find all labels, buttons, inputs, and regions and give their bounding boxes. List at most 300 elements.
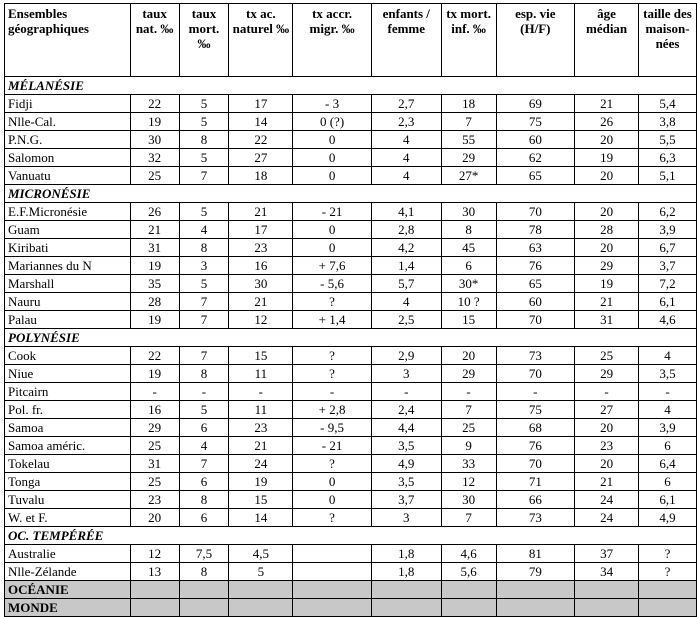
territory-name-cell: Samoa: [5, 419, 131, 437]
empty-cell: [229, 581, 293, 599]
table-row: [5, 221, 697, 239]
territory-name-cell: Australie: [5, 545, 131, 563]
section-title: MICRONÉSIE: [5, 185, 697, 203]
value-cell: 20: [575, 419, 639, 437]
value-cell: ?: [293, 293, 372, 311]
value-cell: 12: [229, 311, 293, 329]
section-header-row: [5, 77, 697, 95]
value-cell: 25: [130, 473, 179, 491]
value-cell: 21: [229, 203, 293, 221]
value-cell: 0 (?): [293, 113, 372, 131]
value-cell: 7: [179, 167, 229, 185]
value-cell: + 1,4: [293, 311, 372, 329]
table-row: [5, 383, 697, 401]
value-cell: 27*: [441, 167, 496, 185]
value-cell: 21: [130, 221, 179, 239]
value-cell: - 21: [293, 437, 372, 455]
section-header-row: [5, 185, 697, 203]
value-cell: 7: [179, 455, 229, 473]
value-cell: 25: [575, 347, 639, 365]
value-cell: ?: [293, 455, 372, 473]
value-cell: 6,4: [639, 455, 697, 473]
value-cell: 4,9: [639, 509, 697, 527]
value-cell: 18: [229, 167, 293, 185]
value-cell: 79: [496, 563, 575, 581]
value-cell: 6: [179, 419, 229, 437]
value-cell: 3,5: [639, 365, 697, 383]
column-header: âge médian: [575, 4, 639, 77]
value-cell: 29: [441, 365, 496, 383]
value-cell: 27: [229, 149, 293, 167]
value-cell: 21: [575, 473, 639, 491]
value-cell: 20: [575, 455, 639, 473]
value-cell: 2,5: [371, 311, 441, 329]
value-cell: 19: [229, 473, 293, 491]
empty-cell: [639, 581, 697, 599]
value-cell: 21: [229, 437, 293, 455]
value-cell: 3,9: [639, 419, 697, 437]
value-cell: 70: [496, 311, 575, 329]
value-cell: 65: [496, 167, 575, 185]
value-cell: -: [496, 383, 575, 401]
demographics-table: [4, 3, 697, 617]
territory-name-cell: Nlle-Cal.: [5, 113, 131, 131]
table-body: [5, 77, 697, 617]
table-row: [5, 257, 697, 275]
table-row: [5, 95, 697, 113]
value-cell: 4: [371, 167, 441, 185]
value-cell: 7: [179, 311, 229, 329]
value-cell: 30: [441, 491, 496, 509]
table-row: [5, 473, 697, 491]
value-cell: -: [293, 383, 372, 401]
value-cell: 0: [293, 221, 372, 239]
value-cell: 9: [441, 437, 496, 455]
value-cell: 31: [575, 311, 639, 329]
empty-cell: [441, 599, 496, 617]
value-cell: 20: [575, 203, 639, 221]
empty-cell: [441, 581, 496, 599]
empty-cell: [179, 599, 229, 617]
value-cell: 2,3: [371, 113, 441, 131]
section-title: OC. TEMPÉRÉE: [5, 527, 697, 545]
value-cell: 16: [130, 401, 179, 419]
value-cell: 4,2: [371, 239, 441, 257]
value-cell: 8: [441, 221, 496, 239]
value-cell: 70: [496, 203, 575, 221]
value-cell: 4: [639, 347, 697, 365]
value-cell: - 9,5: [293, 419, 372, 437]
column-header: enfants / femme: [371, 4, 441, 77]
value-cell: 26: [130, 203, 179, 221]
value-cell: ?: [639, 563, 697, 581]
value-cell: 4,1: [371, 203, 441, 221]
value-cell: 1,8: [371, 563, 441, 581]
value-cell: -: [441, 383, 496, 401]
territory-name-cell: Kiribati: [5, 239, 131, 257]
value-cell: 68: [496, 419, 575, 437]
value-cell: 60: [496, 131, 575, 149]
value-cell: 2,9: [371, 347, 441, 365]
value-cell: 7: [441, 113, 496, 131]
value-cell: 11: [229, 401, 293, 419]
value-cell: + 7,6: [293, 257, 372, 275]
value-cell: -: [179, 383, 229, 401]
empty-cell: [639, 599, 697, 617]
table-row: [5, 167, 697, 185]
territory-name-cell: Salomon: [5, 149, 131, 167]
value-cell: 19: [130, 257, 179, 275]
value-cell: -: [639, 383, 697, 401]
value-cell: 71: [496, 473, 575, 491]
territory-name-cell: Nauru: [5, 293, 131, 311]
value-cell: 23: [130, 491, 179, 509]
value-cell: 3,5: [371, 473, 441, 491]
value-cell: 0: [293, 239, 372, 257]
value-cell: 29: [130, 419, 179, 437]
value-cell: 20: [575, 239, 639, 257]
value-cell: 6,7: [639, 239, 697, 257]
value-cell: 21: [575, 95, 639, 113]
column-header: tx accr. migr. ‰: [293, 4, 372, 77]
territory-name-cell: Niue: [5, 365, 131, 383]
value-cell: 5: [179, 149, 229, 167]
value-cell: 4: [179, 437, 229, 455]
value-cell: 21: [575, 293, 639, 311]
value-cell: 33: [441, 455, 496, 473]
value-cell: 31: [130, 239, 179, 257]
territory-name-cell: W. et F.: [5, 509, 131, 527]
value-cell: 0: [293, 149, 372, 167]
value-cell: 7: [179, 347, 229, 365]
value-cell: 2,7: [371, 95, 441, 113]
column-header: taille des maison-nées: [639, 4, 697, 77]
value-cell: 60: [496, 293, 575, 311]
value-cell: 8: [179, 239, 229, 257]
value-cell: 29: [441, 149, 496, 167]
value-cell: 5,1: [639, 167, 697, 185]
value-cell: 32: [130, 149, 179, 167]
empty-cell: [371, 599, 441, 617]
value-cell: 6: [179, 473, 229, 491]
value-cell: 24: [229, 455, 293, 473]
value-cell: 7,2: [639, 275, 697, 293]
value-cell: 8: [179, 365, 229, 383]
value-cell: 18: [441, 95, 496, 113]
value-cell: 7: [441, 401, 496, 419]
value-cell: 13: [130, 563, 179, 581]
value-cell: 19: [575, 149, 639, 167]
column-header: tx ac. naturel ‰: [229, 4, 293, 77]
value-cell: 65: [496, 275, 575, 293]
value-cell: 17: [229, 95, 293, 113]
value-cell: 0: [293, 167, 372, 185]
value-cell: 0: [293, 491, 372, 509]
value-cell: 27: [575, 401, 639, 419]
value-cell: 20: [575, 131, 639, 149]
table-row: [5, 113, 697, 131]
value-cell: 4,4: [371, 419, 441, 437]
value-cell: 23: [229, 419, 293, 437]
value-cell: 28: [130, 293, 179, 311]
value-cell: 70: [496, 455, 575, 473]
value-cell: 29: [575, 365, 639, 383]
value-cell: 66: [496, 491, 575, 509]
value-cell: 78: [496, 221, 575, 239]
territory-name-cell: Tuvalu: [5, 491, 131, 509]
column-header: esp. vie (H/F): [496, 4, 575, 77]
value-cell: 19: [575, 275, 639, 293]
territory-name-cell: Samoa améric.: [5, 437, 131, 455]
table-row: [5, 491, 697, 509]
value-cell: 12: [130, 545, 179, 563]
table-row: [5, 149, 697, 167]
value-cell: 6,1: [639, 293, 697, 311]
table-row: [5, 545, 697, 563]
summary-row: [5, 599, 697, 617]
value-cell: + 2,8: [293, 401, 372, 419]
value-cell: - 3: [293, 95, 372, 113]
territory-name-cell: Fidji: [5, 95, 131, 113]
value-cell: ?: [639, 545, 697, 563]
value-cell: 2,8: [371, 221, 441, 239]
section-title: MÉLANÉSIE: [5, 77, 697, 95]
value-cell: 8: [179, 491, 229, 509]
value-cell: 7,5: [179, 545, 229, 563]
value-cell: 6,3: [639, 149, 697, 167]
value-cell: 3,9: [639, 221, 697, 239]
empty-cell: [293, 599, 372, 617]
value-cell: 73: [496, 347, 575, 365]
value-cell: 20: [130, 509, 179, 527]
value-cell: 63: [496, 239, 575, 257]
value-cell: 6: [179, 509, 229, 527]
value-cell: 6: [639, 437, 697, 455]
value-cell: 5,6: [441, 563, 496, 581]
value-cell: 22: [130, 347, 179, 365]
table-row: [5, 509, 697, 527]
value-cell: 11: [229, 365, 293, 383]
value-cell: 25: [441, 419, 496, 437]
value-cell: ?: [293, 347, 372, 365]
value-cell: 5,4: [639, 95, 697, 113]
value-cell: 4,9: [371, 455, 441, 473]
empty-cell: [179, 581, 229, 599]
territory-name-cell: Palau: [5, 311, 131, 329]
territory-name-cell: Cook: [5, 347, 131, 365]
summary-row: [5, 581, 697, 599]
empty-cell: [575, 581, 639, 599]
value-cell: 3: [179, 257, 229, 275]
value-cell: 4: [371, 293, 441, 311]
territory-name-cell: Tokelau: [5, 455, 131, 473]
value-cell: 4,6: [441, 545, 496, 563]
value-cell: 70: [496, 365, 575, 383]
territory-name-cell: P.N.G.: [5, 131, 131, 149]
territory-name-cell: Marshall: [5, 275, 131, 293]
section-title: POLYNÉSIE: [5, 329, 697, 347]
value-cell: 17: [229, 221, 293, 239]
territory-name-cell: Mariannes du N: [5, 257, 131, 275]
value-cell: 5: [179, 401, 229, 419]
value-cell: 3: [371, 365, 441, 383]
value-cell: 4,6: [639, 311, 697, 329]
value-cell: 75: [496, 113, 575, 131]
value-cell: 20: [441, 347, 496, 365]
value-cell: -: [575, 383, 639, 401]
value-cell: 3,5: [371, 437, 441, 455]
value-cell: 8: [179, 563, 229, 581]
table-row: [5, 203, 697, 221]
value-cell: 25: [130, 167, 179, 185]
empty-cell: [496, 599, 575, 617]
value-cell: 35: [130, 275, 179, 293]
section-header-row: [5, 527, 697, 545]
value-cell: 15: [441, 311, 496, 329]
value-cell: 22: [130, 95, 179, 113]
territory-name-cell: Nlle-Zélande: [5, 563, 131, 581]
empty-cell: [130, 581, 179, 599]
empty-cell: [371, 581, 441, 599]
empty-cell: [293, 581, 372, 599]
value-cell: 4: [371, 149, 441, 167]
value-cell: 5: [179, 275, 229, 293]
value-cell: 69: [496, 95, 575, 113]
value-cell: 29: [575, 257, 639, 275]
value-cell: 4: [639, 401, 697, 419]
value-cell: 19: [130, 311, 179, 329]
value-cell: 26: [575, 113, 639, 131]
table-row: [5, 275, 697, 293]
table-row: [5, 401, 697, 419]
value-cell: 5: [179, 113, 229, 131]
value-cell: 5: [179, 203, 229, 221]
value-cell: 5,7: [371, 275, 441, 293]
table-row: [5, 419, 697, 437]
value-cell: 23: [575, 437, 639, 455]
value-cell: 37: [575, 545, 639, 563]
value-cell: -: [371, 383, 441, 401]
value-cell: 28: [575, 221, 639, 239]
value-cell: 0: [293, 473, 372, 491]
value-cell: 73: [496, 509, 575, 527]
value-cell: 5: [179, 95, 229, 113]
value-cell: 15: [229, 347, 293, 365]
territory-name-cell: Tonga: [5, 473, 131, 491]
value-cell: 16: [229, 257, 293, 275]
value-cell: 76: [496, 437, 575, 455]
value-cell: 6,1: [639, 491, 697, 509]
value-cell: 14: [229, 113, 293, 131]
value-cell: 21: [229, 293, 293, 311]
value-cell: -: [229, 383, 293, 401]
table-row: [5, 437, 697, 455]
empty-cell: [130, 599, 179, 617]
value-cell: [293, 545, 372, 563]
value-cell: 15: [229, 491, 293, 509]
summary-label: OCÉANIE: [5, 581, 131, 599]
column-header: taux nat. ‰: [130, 4, 179, 77]
territory-name-cell: E.F.Micronésie: [5, 203, 131, 221]
summary-label: MONDE: [5, 599, 131, 617]
value-cell: -: [130, 383, 179, 401]
value-cell: 30*: [441, 275, 496, 293]
value-cell: 30: [130, 131, 179, 149]
value-cell: 1,4: [371, 257, 441, 275]
value-cell: 3,7: [371, 491, 441, 509]
value-cell: 34: [575, 563, 639, 581]
value-cell: [293, 563, 372, 581]
value-cell: 76: [496, 257, 575, 275]
value-cell: 3,8: [639, 113, 697, 131]
column-header: Ensembles géographiques: [5, 4, 131, 77]
value-cell: 22: [229, 131, 293, 149]
column-header: tx mort. inf. ‰: [441, 4, 496, 77]
value-cell: 7: [179, 293, 229, 311]
territory-name-cell: Vanuatu: [5, 167, 131, 185]
value-cell: 3,7: [639, 257, 697, 275]
table-row: [5, 131, 697, 149]
value-cell: 30: [229, 275, 293, 293]
value-cell: 24: [575, 491, 639, 509]
value-cell: 45: [441, 239, 496, 257]
table-row: [5, 455, 697, 473]
table-row: [5, 239, 697, 257]
value-cell: 6: [441, 257, 496, 275]
value-cell: 23: [229, 239, 293, 257]
value-cell: 31: [130, 455, 179, 473]
value-cell: - 5,6: [293, 275, 372, 293]
empty-cell: [496, 581, 575, 599]
empty-cell: [229, 599, 293, 617]
table-row: [5, 365, 697, 383]
value-cell: 6: [639, 473, 697, 491]
value-cell: 10 ?: [441, 293, 496, 311]
value-cell: 14: [229, 509, 293, 527]
value-cell: 7: [441, 509, 496, 527]
value-cell: 81: [496, 545, 575, 563]
value-cell: 75: [496, 401, 575, 419]
value-cell: 19: [130, 113, 179, 131]
table-row: [5, 293, 697, 311]
territory-name-cell: Pol. fr.: [5, 401, 131, 419]
empty-cell: [575, 599, 639, 617]
value-cell: 4,5: [229, 545, 293, 563]
value-cell: 62: [496, 149, 575, 167]
value-cell: 24: [575, 509, 639, 527]
territory-name-cell: Guam: [5, 221, 131, 239]
value-cell: 12: [441, 473, 496, 491]
header-row: [5, 4, 697, 77]
value-cell: - 21: [293, 203, 372, 221]
value-cell: 6,2: [639, 203, 697, 221]
value-cell: 55: [441, 131, 496, 149]
table-row: [5, 311, 697, 329]
value-cell: 2,4: [371, 401, 441, 419]
value-cell: 19: [130, 365, 179, 383]
column-header: taux mort. ‰: [179, 4, 229, 77]
table-row: [5, 347, 697, 365]
value-cell: 3: [371, 509, 441, 527]
table-row: [5, 563, 697, 581]
section-header-row: [5, 329, 697, 347]
value-cell: 1,8: [371, 545, 441, 563]
value-cell: ?: [293, 509, 372, 527]
value-cell: 0: [293, 131, 372, 149]
value-cell: 8: [179, 131, 229, 149]
value-cell: ?: [293, 365, 372, 383]
value-cell: 4: [179, 221, 229, 239]
